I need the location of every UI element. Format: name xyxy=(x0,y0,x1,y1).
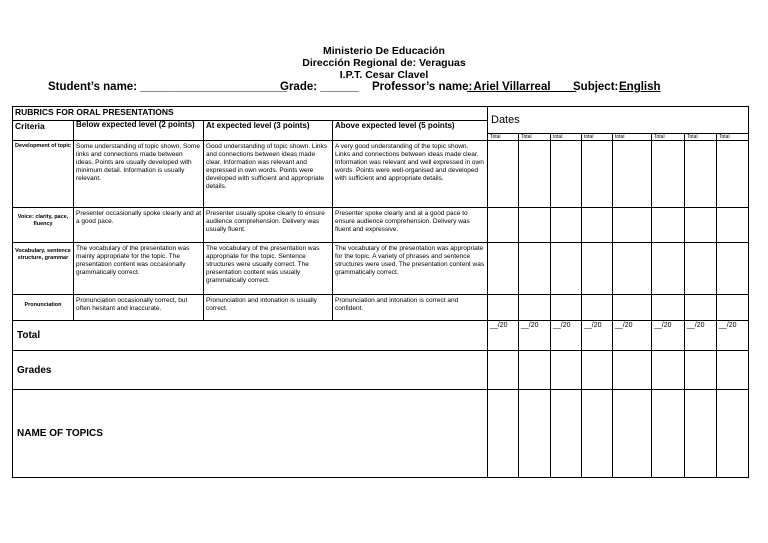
professor-name: _Ariel Villarreal____ xyxy=(467,81,577,93)
total-label: Total xyxy=(488,134,519,141)
below-description: The vocabulary of the presentation was mainly appropriate for the topic. The presentation content was occasionally grammatically correct. xyxy=(74,243,204,295)
total-row xyxy=(13,321,749,351)
score-cell[interactable] xyxy=(685,295,717,321)
score-cell[interactable] xyxy=(717,141,749,208)
below-description: Some understanding of topic shown. Some links and connections made between ideas. Points are usually developed with minimum detail. Information is usually relevant. xyxy=(74,141,204,208)
criterion-voice: Voice: clarity, pace, fluency xyxy=(13,208,74,243)
at-description: The vocabulary of the presentation was appropriate for the topic. Sentence structures were usually correct. The presentation content was usually grammatically correct. xyxy=(204,243,333,295)
score-cell[interactable] xyxy=(519,243,551,295)
score-cell[interactable] xyxy=(551,141,582,208)
score-cell[interactable] xyxy=(488,295,519,321)
at-description: Presenter usually spoke clearly to ensure audience comprehension. Delivery was usually fluent. xyxy=(204,208,333,243)
total-label: total xyxy=(582,134,613,141)
total-label: Total xyxy=(652,134,685,141)
grade-cell[interactable] xyxy=(582,351,613,390)
topics-row xyxy=(13,390,749,478)
table-row xyxy=(13,243,749,295)
total-label: Total xyxy=(519,134,551,141)
grade-cell[interactable] xyxy=(652,351,685,390)
student-name-field: Student’s name: _______________________ xyxy=(48,81,288,93)
criterion-pronunciation: Pronunciation xyxy=(13,295,74,321)
topic-cell[interactable] xyxy=(613,390,652,478)
score-cell[interactable] xyxy=(652,141,685,208)
table-row xyxy=(13,295,749,321)
grade-cell[interactable] xyxy=(613,351,652,390)
criteria-header: Criteria xyxy=(13,121,74,141)
score-cell[interactable] xyxy=(551,295,582,321)
at-description: Good understanding of topic shown. Links and connections between ideas made clear. Information was relevant and expressed in own words. Points were developed with sufficient and appropriate details. xyxy=(204,141,333,208)
criterion-development: Development of topic xyxy=(13,141,74,208)
score-out-of-20[interactable]: __/20 xyxy=(519,321,551,351)
score-cell[interactable] xyxy=(613,208,652,243)
professor-label: Professor’s name: xyxy=(372,81,473,93)
grade-cell[interactable] xyxy=(685,351,717,390)
grade-field: Grade: ______ xyxy=(280,81,359,93)
above-description: The vocabulary of the presentation was appropriate for the topic. A variety of phrases and sentence structures were used. The presentation content was grammatically correct. xyxy=(333,243,488,295)
total-label: Total xyxy=(685,134,717,141)
grades-row xyxy=(13,351,749,390)
grade-cell[interactable] xyxy=(519,351,551,390)
at-level-header: At expected level (3 points) xyxy=(204,121,333,141)
score-cell[interactable] xyxy=(613,243,652,295)
at-description: Pronunciation and intonation is usually correct. xyxy=(204,295,333,321)
ministry-title: Ministerio De Educación xyxy=(323,45,445,57)
score-cell[interactable] xyxy=(685,243,717,295)
rubric-title: RUBRICS FOR ORAL PRESENTATIONS xyxy=(13,107,488,121)
above-description: A very good understanding of the topic shown. Links and connections between ideas made clear. Information was relevant and well expressed in own words. Points were well-organised and developed with sufficient and appropriate details. xyxy=(333,141,488,208)
score-cell[interactable] xyxy=(717,208,749,243)
below-description: Presenter occasionally spoke clearly and at a good pace. xyxy=(74,208,204,243)
total-label: total xyxy=(613,134,652,141)
score-cell[interactable] xyxy=(685,208,717,243)
score-cell[interactable] xyxy=(652,243,685,295)
score-cell[interactable] xyxy=(488,141,519,208)
score-cell[interactable] xyxy=(488,243,519,295)
score-cell[interactable] xyxy=(519,295,551,321)
score-out-of-20[interactable]: __/20 xyxy=(582,321,613,351)
score-cell[interactable] xyxy=(582,141,613,208)
grade-cell[interactable] xyxy=(551,351,582,390)
score-cell[interactable] xyxy=(582,243,613,295)
topic-cell[interactable] xyxy=(685,390,717,478)
grade-cell[interactable] xyxy=(717,351,749,390)
school-name: I.P.T. Cesar Clavel xyxy=(339,69,429,81)
score-cell[interactable] xyxy=(613,295,652,321)
score-out-of-20[interactable]: __/20 xyxy=(551,321,582,351)
table-row xyxy=(13,208,749,243)
score-cell[interactable] xyxy=(717,295,749,321)
score-out-of-20[interactable]: __/20 xyxy=(652,321,685,351)
above-description: Presenter spoke clearly and at a good pace to ensure audience comprehension. Delivery was fluent and expressive. xyxy=(333,208,488,243)
above-level-header: Above expected level (5 points) xyxy=(333,121,488,141)
total-label: total xyxy=(551,134,582,141)
score-cell[interactable] xyxy=(519,208,551,243)
score-cell[interactable] xyxy=(652,295,685,321)
dates-header: Dates xyxy=(488,107,749,134)
score-cell[interactable] xyxy=(652,208,685,243)
topic-cell[interactable] xyxy=(717,390,749,478)
above-description: Pronunciation and intonation is correct and confident. xyxy=(333,295,488,321)
topic-cell[interactable] xyxy=(551,390,582,478)
score-out-of-20[interactable]: __/20 xyxy=(685,321,717,351)
score-out-of-20[interactable]: __/20 xyxy=(488,321,519,351)
criterion-vocabulary: Vocabulary, sentence structure, grammar xyxy=(13,243,74,295)
subject-value: English xyxy=(619,81,661,93)
regional-office: Dirección Regional de: Veraguas xyxy=(302,57,466,69)
score-cell[interactable] xyxy=(582,208,613,243)
score-out-of-20[interactable]: __/20 xyxy=(717,321,749,351)
topic-cell[interactable] xyxy=(652,390,685,478)
rubric-table xyxy=(12,106,749,478)
score-cell[interactable] xyxy=(519,141,551,208)
topic-cell[interactable] xyxy=(582,390,613,478)
below-level-header: Below expected level (2 points) xyxy=(74,121,204,141)
below-description: Pronunciation occasionally correct, but often hesitant and inaccurate. xyxy=(74,295,204,321)
topic-cell[interactable] xyxy=(519,390,551,478)
score-cell[interactable] xyxy=(582,295,613,321)
grades-label: Grades xyxy=(13,351,488,390)
table-row xyxy=(13,141,749,208)
total-row-label: Total xyxy=(13,321,488,351)
topic-cell[interactable] xyxy=(488,390,519,478)
score-out-of-20[interactable]: __/20 xyxy=(613,321,652,351)
total-label: Total xyxy=(717,134,749,141)
score-cell[interactable] xyxy=(551,243,582,295)
grade-cell[interactable] xyxy=(488,351,519,390)
score-cell[interactable] xyxy=(717,243,749,295)
score-cell[interactable] xyxy=(551,208,582,243)
topics-label: NAME OF TOPICS xyxy=(13,390,488,478)
score-cell[interactable] xyxy=(685,141,717,208)
score-cell[interactable] xyxy=(488,208,519,243)
subject-label: Subject: xyxy=(573,81,619,93)
score-cell[interactable] xyxy=(613,141,652,208)
